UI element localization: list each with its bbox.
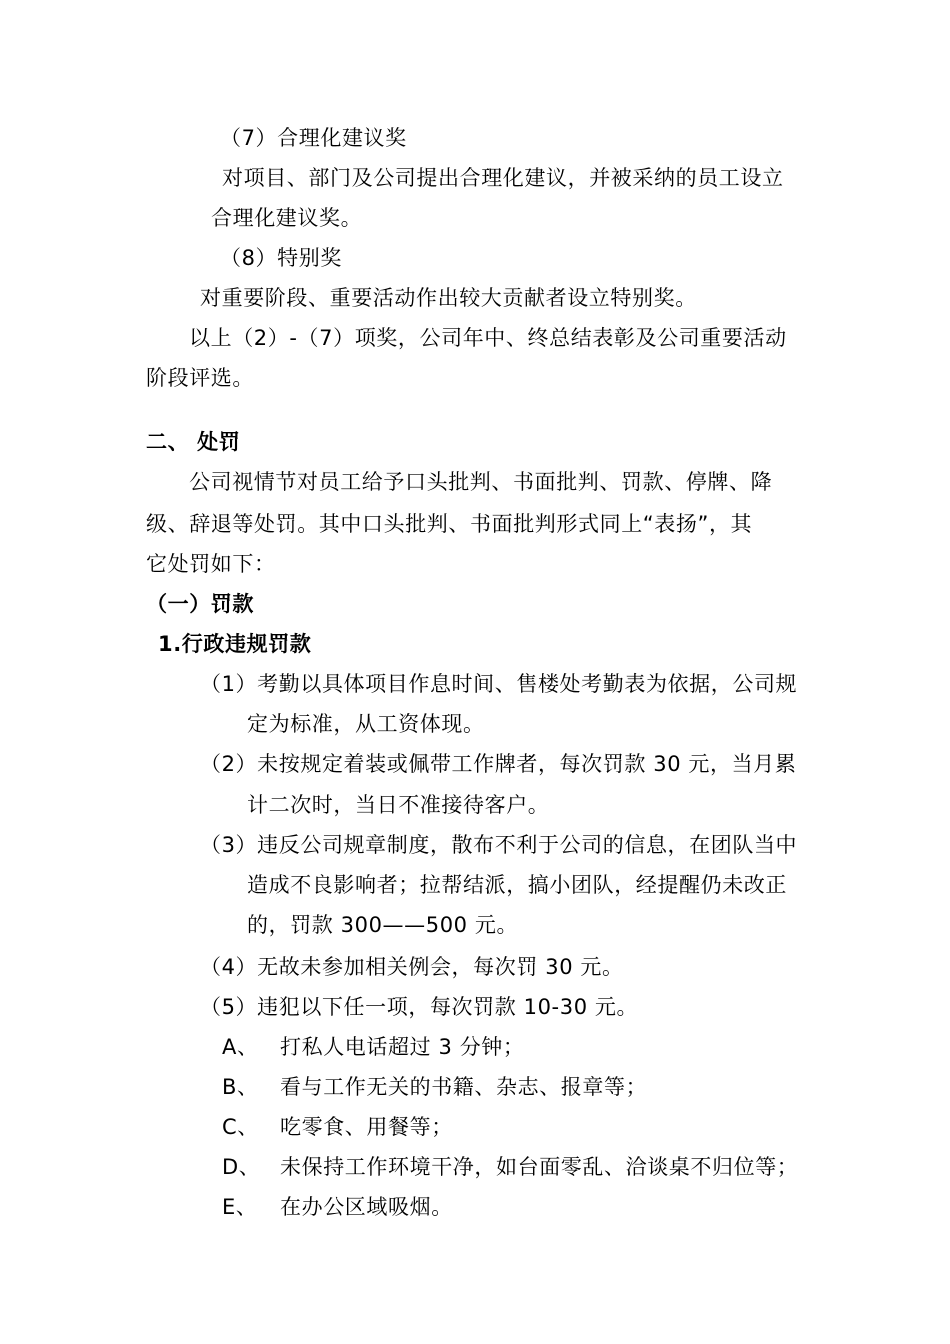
fine-item-1-line2: 定为标准，从工资体现。: [247, 712, 485, 736]
subitem-a-text: 打私人电话超过 3 分钟；: [280, 1035, 525, 1059]
subitem-e-text: 在办公区域吸烟。: [280, 1195, 453, 1219]
subitem-c-text: 吃零食、用餐等；: [280, 1115, 453, 1139]
fine-item-1-line1: （1）考勤以具体项目作息时间、售楼处考勤表为依据，公司规: [200, 672, 798, 696]
subitem-d-text: 未保持工作环境干净，如台面零乱、洽谈桌不归位等；: [280, 1155, 799, 1179]
fine-item-3-line1: （3）违反公司规章制度，散布不利于公司的信息，在团队当中: [200, 833, 798, 857]
fine-item-5-line1: （5）违犯以下任一项，每次罚款 10-30 元。: [200, 995, 639, 1019]
award8-desc: 对重要阶段、重要活动作出较大贡献者设立特别奖。: [200, 286, 697, 310]
summary-line1: 以上（2）-（7）项奖，公司年中、终总结表彰及公司重要活动: [189, 326, 787, 350]
summary-line2: 阶段评选。: [146, 366, 254, 390]
fine-item-2-line1: （2）未按规定着装或佩带工作牌者，每次罚款 30 元，当月累: [200, 752, 797, 776]
award7-desc-line1: 对项目、部门及公司提出合理化建议，并被采纳的员工设立: [222, 166, 784, 190]
section2-heading: 二、 处罚: [146, 430, 241, 454]
subitem-b-letter: B、: [222, 1075, 259, 1099]
subitem-a-letter: A、: [222, 1035, 259, 1059]
award7-desc-line2: 合理化建议奖。: [211, 206, 363, 230]
fines-heading: （一）罚款: [146, 592, 254, 616]
section2-intro-line3: 它处罚如下：: [146, 552, 276, 576]
subitem-e-letter: E、: [222, 1195, 258, 1219]
fines-sub-heading: 1.行政违规罚款: [158, 632, 312, 656]
fine-item-3-line3: 的，罚款 300——500 元。: [247, 913, 519, 937]
fine-item-4-line1: （4）无故未参加相关例会，每次罚 30 元。: [200, 955, 624, 979]
section2-intro-line2: 级、辞退等处罚。其中口头批判、书面批判形式同上“表扬”，其: [146, 512, 753, 536]
subitem-d-letter: D、: [222, 1155, 261, 1179]
subitem-c-letter: C、: [222, 1115, 259, 1139]
award7-heading: （7）合理化建议奖: [220, 126, 407, 150]
award8-heading: （8）特别奖: [220, 246, 342, 270]
section2-intro-line1: 公司视情节对员工给予口头批判、书面批判、罚款、停牌、降: [189, 470, 773, 494]
fine-item-2-line2: 计二次时，当日不准接待客户。: [247, 793, 550, 817]
subitem-b-text: 看与工作无关的书籍、杂志、报章等；: [280, 1075, 648, 1099]
fine-item-3-line2: 造成不良影响者；拉帮结派，搞小团队，经提醒仍未改正: [247, 873, 787, 897]
